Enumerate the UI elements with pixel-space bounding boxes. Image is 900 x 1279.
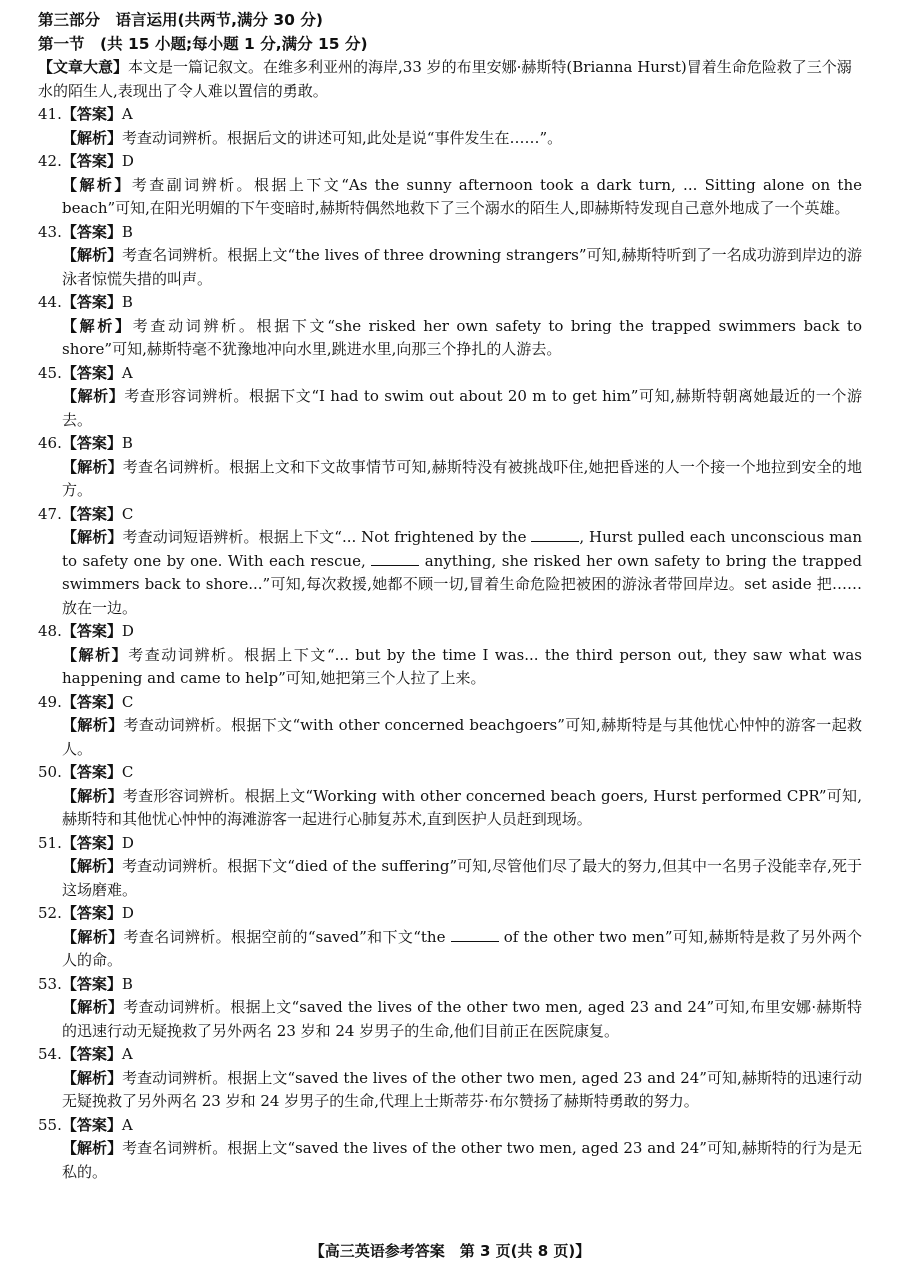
answer-item — [38, 620, 862, 691]
explanation-text: 考查名词辨析。根据空前的“saved”和下文“the — [123, 927, 451, 946]
explain-tag: 【解析】 — [62, 998, 124, 1016]
explain-tag: 【解析】 — [62, 716, 124, 734]
answer-letter: C — [121, 504, 134, 523]
explanation — [38, 174, 862, 221]
answer-item — [38, 1114, 862, 1185]
answer-item — [38, 291, 862, 362]
answer-tag: 【答案】 — [61, 974, 122, 993]
answer-list — [38, 103, 862, 1184]
explain-tag: 【解析】 — [62, 175, 132, 194]
answer-letter: B — [121, 434, 133, 452]
answer-line — [38, 902, 862, 926]
answer-tag: 【答案】 — [61, 152, 122, 170]
question-number: 50. — [38, 763, 62, 781]
explanation — [38, 456, 862, 503]
answer-letter: B — [121, 222, 133, 241]
question-number: 51. — [38, 833, 62, 852]
explanation — [38, 714, 862, 761]
answer-letter: A — [121, 1045, 133, 1063]
explain-tag: 【解析】 — [62, 457, 123, 476]
explanation-text: 考查动词辨析。根据下文“died of the suffering”可知,尽管他们尽了最大的努力,但其中一名男子没能幸存,死于这场磨难。 — [62, 857, 862, 899]
explanation-text: , Hurst pulled each unconscious man to safety one by one. With each rescue, — [62, 528, 862, 570]
answer-line — [38, 362, 862, 386]
answer-line — [38, 973, 862, 997]
question-number: 55. — [38, 1115, 62, 1134]
answer-item — [38, 691, 862, 762]
answer-line — [38, 1043, 862, 1067]
answer-item — [38, 103, 862, 150]
explanation — [38, 315, 862, 362]
answer-letter: D — [121, 904, 134, 922]
answer-tag: 【答案】 — [61, 833, 122, 852]
explain-tag: 【解析】 — [62, 786, 123, 805]
article-summary — [38, 56, 862, 103]
explain-tag: 【解析】 — [62, 1068, 123, 1087]
explain-tag: 【解析】 — [62, 246, 123, 264]
question-number: 43. — [38, 222, 62, 241]
answer-tag: 【答案】 — [61, 363, 122, 382]
explanation — [38, 1137, 862, 1184]
summary-text: 本文是一篇记叙文。在维多利亚州的海岸,33 岁的布里安娜·赫斯特(Brianna Hurst)冒着生命危险救了三个溺水的陌生人,表现出了令人难以置信的勇敢。 — [38, 58, 852, 100]
explanation-text: 考查动词辨析。根据下文“she risked her own safety to bring the trapped swimmers back to shore”可知,赫斯特毫不犹豫地冲向水里,跳进水里,向那三个挣扎的人游去。 — [62, 316, 862, 358]
question-number: 42. — [38, 152, 62, 170]
explanation — [38, 526, 862, 620]
question-number: 48. — [38, 622, 62, 640]
explanation — [38, 1067, 862, 1114]
answer-line — [38, 103, 862, 127]
answer-tag: 【答案】 — [61, 1115, 122, 1134]
answer-tag: 【答案】 — [61, 763, 122, 781]
explain-tag: 【解析】 — [62, 528, 123, 546]
answer-tag: 【答案】 — [61, 434, 122, 452]
answer-tag: 【答案】 — [61, 293, 122, 311]
summary-tag: 【文章大意】 — [38, 58, 129, 76]
answer-line — [38, 503, 862, 527]
explanation-text: 考查形容词辨析。根据上文“Working with other concerned beach goers, Hurst performed CPR”可知,赫斯特和其他忧心忡忡的海滩游客一起进行心肺复苏术,直到医护人员赶到现场。 — [62, 786, 862, 828]
explanation-text: 考查动词辨析。根据上下文“... but by the time I was... the third person out, they saw what was happening and came to help”可知,她把第三个人拉了上来。 — [62, 645, 862, 687]
question-number: 49. — [38, 692, 62, 711]
explanation — [38, 926, 862, 973]
answer-item — [38, 221, 862, 292]
question-number: 53. — [38, 974, 62, 993]
explain-tag: 【解析】 — [62, 128, 123, 147]
question-number: 54. — [38, 1045, 62, 1063]
explanation-text: anything, she risked her own safety to bring the trapped swimmers back to shore...”可知,每次救援,她都不顾一切,冒着生命危险把被困的游泳者带回岸边。set aside 把……放在一边。 — [62, 551, 862, 617]
section-title: 第三部分 语言运用(共两节,满分 30 分) — [38, 11, 323, 29]
answer-line — [38, 620, 862, 644]
answer-letter: B — [121, 974, 133, 993]
answer-item — [38, 503, 862, 621]
answer-item — [38, 902, 862, 973]
answer-letter: C — [121, 692, 134, 711]
answer-letter: A — [121, 363, 133, 382]
explanation-text: 考查名词辨析。根据上文“saved the lives of the other two men, aged 23 and 24”可知,赫斯特的行为是无私的。 — [62, 1139, 862, 1181]
answer-tag: 【答案】 — [61, 622, 122, 640]
question-number: 45. — [38, 363, 62, 382]
explanation-text: 考查形容词辨析。根据下文“I had to swim out about 20 m to get him”可知,赫斯特朝离她最近的一个游去。 — [62, 387, 862, 429]
question-number: 44. — [38, 293, 62, 311]
answer-tag: 【答案】 — [61, 1045, 122, 1063]
answer-line — [38, 832, 862, 856]
answer-tag: 【答案】 — [61, 904, 122, 922]
explanation — [38, 855, 862, 902]
explain-tag: 【解析】 — [62, 316, 133, 335]
explanation — [38, 127, 862, 151]
answer-item — [38, 832, 862, 903]
answer-letter: A — [121, 105, 133, 123]
answer-item — [38, 432, 862, 503]
fill-blank — [371, 553, 419, 566]
answer-item — [38, 761, 862, 832]
answer-line — [38, 150, 862, 174]
explanation-text: of the other two men”可知,赫斯特是救了另外两个人的命。 — [62, 927, 862, 969]
explanation — [38, 996, 862, 1043]
explanation-text: 考查名词辨析。根据上文和下文故事情节可知,赫斯特没有被挑战吓住,她把昏迷的人一个接一个地拉到安全的地方。 — [62, 457, 862, 499]
answer-tag: 【答案】 — [61, 105, 122, 123]
answer-line — [38, 221, 862, 245]
explanation-text: 考查动词辨析。根据下文“with other concerned beachgoers”可知,赫斯特是与其他忧心忡忡的游客一起救人。 — [62, 716, 862, 758]
question-number: 46. — [38, 434, 62, 452]
answer-tag: 【答案】 — [61, 222, 122, 241]
explanation-text: 考查动词辨析。根据上文“saved the lives of the other two men, aged 23 and 24”可知,赫斯特的迅速行动无疑挽救了另外两名 23 岁和 24 岁男子的生命,代理上士斯蒂芬·布尔赞扬了赫斯特勇敢的努力。 — [62, 1068, 862, 1110]
answer-line — [38, 432, 862, 456]
answer-line — [38, 761, 862, 785]
explanation-text: 考查动词辨析。根据上文“saved the lives of the other two men, aged 23 and 24”可知,布里安娜·赫斯特的迅速行动无疑挽救了另外两名 23 岁和 24 岁男子的生命,他们目前正在医院康复。 — [62, 998, 862, 1040]
answer-letter: D — [121, 833, 134, 852]
explanation-text: 考查名词辨析。根据上文“the lives of three drowning strangers”可知,赫斯特听到了一名成功游到岸边的游泳者惊慌失措的叫声。 — [62, 246, 862, 288]
answer-line — [38, 291, 862, 315]
answer-line — [38, 691, 862, 715]
answer-item — [38, 362, 862, 433]
answer-letter: A — [121, 1115, 133, 1134]
answer-item — [38, 150, 862, 221]
explanation-text: 考查动词辨析。根据后文的讲述可知,此处是说“事件发生在……”。 — [122, 128, 563, 147]
question-number: 47. — [38, 504, 62, 523]
answer-letter: B — [121, 293, 133, 311]
explanation — [38, 385, 862, 432]
explain-tag: 【解析】 — [62, 645, 129, 664]
fill-blank — [451, 929, 499, 942]
explain-tag: 【解析】 — [62, 857, 123, 875]
explanation-text: 考查副词辨析。根据上下文“As the sunny afternoon took a dark turn, ... Sitting alone on the beach”可知,在阳光明媚的下午变暗时,赫斯特偶然地救下了三个溺水的陌生人,即赫斯特发现自己意外地成了一个英雄。 — [62, 175, 862, 217]
answer-item — [38, 973, 862, 1044]
answer-line — [38, 1114, 862, 1138]
explanation — [38, 644, 862, 691]
fill-blank — [531, 529, 579, 542]
explain-tag: 【解析】 — [62, 927, 124, 946]
answer-tag: 【答案】 — [61, 504, 122, 523]
explanation — [38, 244, 862, 291]
explanation — [38, 785, 862, 832]
subsection-title: 第一节 (共 15 小题;每小题 1 分,满分 15 分) — [38, 35, 368, 53]
question-number: 52. — [38, 904, 62, 922]
question-number: 41. — [38, 105, 62, 123]
answer-letter: D — [121, 152, 134, 170]
explain-tag: 【解析】 — [62, 387, 125, 405]
answer-tag: 【答案】 — [61, 692, 122, 711]
answer-letter: C — [121, 763, 134, 781]
explanation-text: 考查动词短语辨析。根据上下文“... Not frightened by the — [122, 528, 532, 546]
page-footer: 【高三英语参考答案 第 3 页(共 8 页)】 — [309, 1242, 591, 1260]
answer-letter: D — [121, 622, 134, 640]
explain-tag: 【解析】 — [62, 1139, 123, 1157]
answer-item — [38, 1043, 862, 1114]
